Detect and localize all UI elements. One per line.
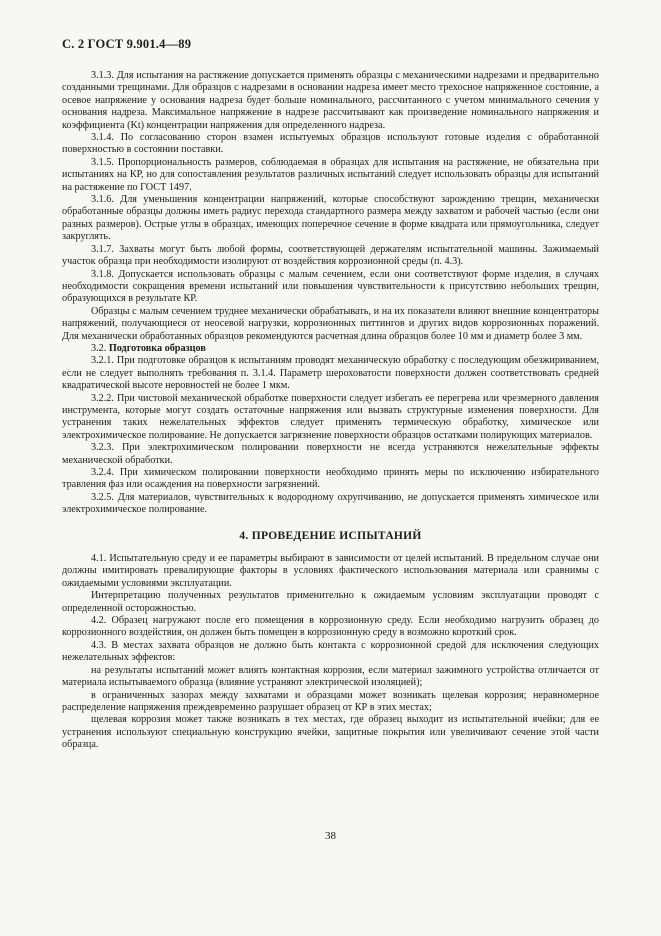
paragraph: 3.2.3. При электрохимическом полировании поверхности не всегда устраняются нежелательные эффекты механической обработки. [62, 442, 599, 466]
paragraph: 4.3. В местах захвата образцов не должно быть контакта с коррозионной средой для исключения следующих нежелательных эффектов: [62, 639, 599, 664]
page-number: 38 [325, 830, 336, 842]
section-title: 4. ПРОВЕДЕНИЕ ИСПЫТАНИЙ [239, 529, 422, 542]
paragraph: 3.1.4. По согласованию сторон взамен испытуемых образцов используют готовые изделия с обработанной поверхностью в состоянии поставки. [62, 132, 599, 156]
paragraph: 3.1.5. Пропорциональность размеров, соблюдаемая в образцах для испытания на растяжение, не обязательна при испытаниях на КР, но для сопоставления результатов различных испытаний следует использовать образцы для испытаний на растяжение по ГОСТ 1497. [62, 156, 599, 193]
paragraph: 3.2.2. При чистовой механической обработке поверхности следует избегать ее перегрева или чрезмерного давления инструмента, которые могут создать остаточные напряжения или вызвать структурные изменения поверхности. Для устранения таких нежелательных эффектов следует применять термическую обработку, химическое или электрохимическое полирование. Не допускается загрязнение поверхности образцов остатками полирующих материалов. [62, 392, 599, 441]
paragraph: щелевая коррозия может также возникать в тех местах, где образец выходит из испытательной ячейки; для ее устранения используют специальную конструкцию ячейки, защитные покрытия или увеличивают сечение этой части образца. [62, 714, 599, 751]
paragraph: 4.2. Образец нагружают после его помещения в коррозионную среду. Если необходимо нагрузить образец до коррозионного воздействия, он должен быть помещен в коррозионную среду в возможно короткий срок. [62, 615, 599, 639]
paragraph: 3.2.5. Для материалов, чувствительных к водородному охрупчиванию, не допускается применять химическое или электрохимическое полирование. [62, 491, 599, 516]
paragraph: Образцы с малым сечением труднее механически обрабатывать, и на их показатели влияют внешние концентраторы напряжений, получающиеся от неосевой нагрузки, коррозионных питтингов и других видов коррозионных поражений. Для механически обработанных образцов рекомендуются расчетная длина образцов более 10 мм и диаметр более 3 мм. [62, 305, 599, 342]
paragraph: 3.2.1. При подготовке образцов к испытаниям проводят механическую обработку с последующим обезжириванием, если не следует выполнять требования п. 3.1.4. Параметр шероховатости поверхности должен соответствовать средней квадратической высоте неровностей не более 1 мкм. [62, 355, 599, 392]
page-header: С. 2 ГОСТ 9.901.4—89 [62, 37, 192, 51]
paragraph: 3.1.6. Для уменьшения концентрации напряжений, которые способствуют зарождению трещин, механически обработанные образцы должны иметь радиус перехода стандартного размера между захватом и рабочей частью (если они разных размеров). Острые углы в образцах, имеющих поперечное сечение в форме квадрата или прямоугольника, следует закруглять. [62, 194, 599, 243]
subsection-number: 3.2. [91, 342, 107, 354]
document-body [62, 70, 599, 752]
paragraph: 4.1. Испытательную среду и ее параметры выбирают в зависимости от целей испытаний. В предельном случае они должны имитировать превалирующие факторы в условиях фактического использования материала или сравнимы с ожидаемыми условиями эксплуатации. [62, 553, 599, 589]
paragraph: на результаты испытаний может влиять контактная коррозия, если материал зажимного устройства отличается от материала испытываемого образца (влияние устраняют электрической изоляцией); [62, 664, 599, 689]
paragraph: 3.1.8. Допускается использовать образцы с малым сечением, если они соответствуют форме изделия, в случаях необходимости сокращения времени испытаний или повышения чувствительности к присутствию небольших трещин, образующихся в результате КР. [62, 268, 599, 305]
paragraph: 3.1.3. Для испытания на растяжение допускается применять образцы с механическими надрезами и предварительно созданными трещинами. Для образцов с надрезами в основании надреза имеет место трехосное напряженное состояние, а осевое напряжение у основания надреза будет больше номинального, рассчитанного с учетом минимального сечения у основания надреза. Максимальное напряжение в надрезе рассчитывают как произведение номинального напряжения и коэффициента (Kt) концентрации напряжения для определенного надреза. [62, 70, 599, 131]
paragraph: 3.2.4. При химическом полировании поверхности необходимо принять меры по исключению избирательного травления фаз или осаждения на поверхности загрязнений. [62, 467, 599, 491]
paragraph: Интерпретацию полученных результатов применительно к ожидаемым условиям эксплуатации проводят с определенной осторожностью. [62, 590, 599, 614]
paragraph: 3.1.7. Захваты могут быть любой формы, соответствующей держателям испытательной машины. Зажимаемый участок образца при необходимости изолируют от воздействия коррозионной среды (п. 4.3). [62, 243, 599, 268]
paragraph: в ограниченных зазорах между захватами и образцами может возникать щелевая коррозия; неравномерное распределение напряжения преждевременно разрушает образец от КР в этих местах; [62, 689, 599, 713]
subsection-title: Подготовка образцов [108, 342, 206, 354]
subsection-heading [62, 343, 599, 355]
